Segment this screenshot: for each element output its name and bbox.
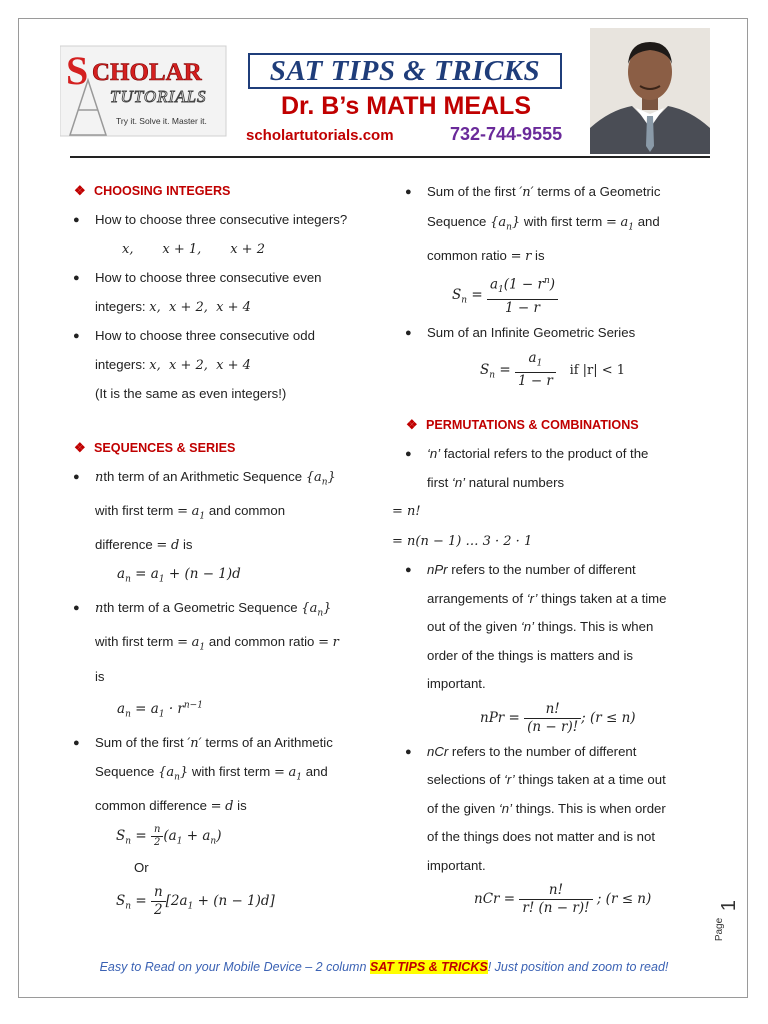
formula-combination: nCr = $\frac{n!}{r! (n - r)!}$ ; (r ≤ n) (474, 882, 652, 917)
diamond-bullet-icon: ❖ (74, 183, 86, 198)
diamond-bullet-icon: ❖ (406, 417, 418, 433)
formula-arithmetic-sum-alt: $S_n$ = $\frac{n}{2}$ $[2a_1 + (n - 1)d]$ (116, 884, 275, 919)
list-item: ● nth term of a Geometric Sequence $\{a_n\}$ with first term = $a_1$ and common ratio = r is (72, 594, 372, 691)
svg-text:TUTORIALS: TUTORIALS (110, 87, 207, 106)
page-label: Page (714, 917, 726, 942)
list-item: ● Sum of the first ′n′ terms of a Geometric Sequence $\{a_n\}$ with first term = $a_1$ and common ratio = r is (404, 178, 704, 271)
integer-answer: x, x + 1, x + 2 (122, 241, 265, 257)
bullet-icon: ● (73, 272, 80, 284)
formula-infinite-sum: $S_n$ = $\frac{a_1}{1 - r}$ if |r| < 1 (480, 349, 626, 390)
section-heading: ❖ PERMUTATIONS & COMBINATIONS (404, 412, 704, 440)
section-heading: ❖ SEQUENCES & SERIES (72, 435, 372, 463)
bullet-icon: ● (73, 602, 80, 615)
page-number-marker (714, 899, 746, 960)
bullet-icon: ● (405, 564, 412, 577)
formula-geometric-term: $a_n = a_1 \cdot r^{n-1}$ (117, 700, 203, 720)
bullet-icon: ● (73, 214, 80, 226)
factorial-expansion: = n(n − 1) … 3 · 2 · 1 (392, 533, 533, 549)
formula-arithmetic-sum: $S_n$ = $\frac{n}{2}$ $(a_1 + a_n)$ (116, 823, 222, 848)
or-label: Or (134, 859, 149, 875)
page-number: 1 (718, 899, 741, 912)
bullet-icon: ● (405, 745, 412, 758)
list-item: ● Sum of the first ′n′ terms of an Arithmetic Sequence $\{a_n\}$ with first term = $a_1$ and common difference = d is (72, 729, 372, 822)
bullet-icon: ● (73, 736, 80, 749)
svg-text:Try it. Solve it. Master it.: Try it. Solve it. Master it. (116, 116, 207, 126)
list-item: ● How to choose three consecutive integers? (72, 206, 372, 235)
list-item: ● nPr refers to the number of different arrangements of ‘r’ things taken at a time out of the given ‘n’ things. This is when order of the things is matters and is important. (404, 556, 704, 699)
factorial-equation: = n! (392, 504, 421, 520)
list-item: ● ‘n’ factorial refers to the product of the first ‘n’ natural numbers (404, 440, 704, 497)
left-column (72, 178, 372, 921)
svg-text:S: S (66, 48, 89, 93)
formula-geometric-sum: $S_n$ = $\frac{a_1(1 - r^n)}{1 - r}$ (404, 271, 704, 319)
right-column (392, 178, 704, 919)
diamond-bullet-icon: ❖ (74, 439, 86, 455)
formula-permutation: nPr = $\frac{n!}{(n - r)!}$ ; (r ≤ n) (480, 700, 636, 735)
website-link[interactable]: scholartutorials.com (246, 127, 394, 144)
bullet-icon: ● (405, 327, 412, 340)
author-photo (590, 28, 710, 154)
scholar-tutorials-logo (60, 40, 230, 140)
footer-note: Easy to Read on your Mobile Device – 2 column SAT TIPS & TRICKS! Just position and zoom to read! (99, 960, 669, 974)
formula-arithmetic-term: $a_n = a_1 + (n - 1)d$ (117, 566, 241, 585)
page-title: SAT TIPS & TRICKS (248, 53, 562, 89)
list-item: ● nCr refers to the number of different selections of ‘r’ things taken at a time out of the given ‘n’ things. This is when order of the things does not matter and is not important. (404, 738, 704, 881)
list-item: ● How to choose three consecutive even integers: x, x + 2, x + 4 (72, 264, 372, 322)
list-item: ● nth term of an Arithmetic Sequence $\{a_n\}$ with first term = $a_1$ and common difference = d is (72, 463, 372, 561)
header-divider (70, 156, 710, 158)
list-item: ● Sum of an Infinite Geometric Series (404, 319, 704, 348)
bullet-icon: ● (405, 186, 412, 198)
list-item: ● How to choose three consecutive odd integers: x, x + 2, x + 4 (It is the same as even integers!) (72, 322, 372, 409)
bullet-icon: ● (73, 330, 80, 342)
page-subtitle: Dr. B’s MATH MEALS (280, 92, 531, 120)
section-heading: ❖ CHOOSING INTEGERS (72, 178, 372, 206)
bullet-icon: ● (405, 448, 412, 461)
svg-text:CHOLAR: CHOLAR (92, 59, 202, 86)
phone-number: 732-744-9555 (450, 124, 563, 144)
bullet-icon: ● (73, 470, 80, 483)
